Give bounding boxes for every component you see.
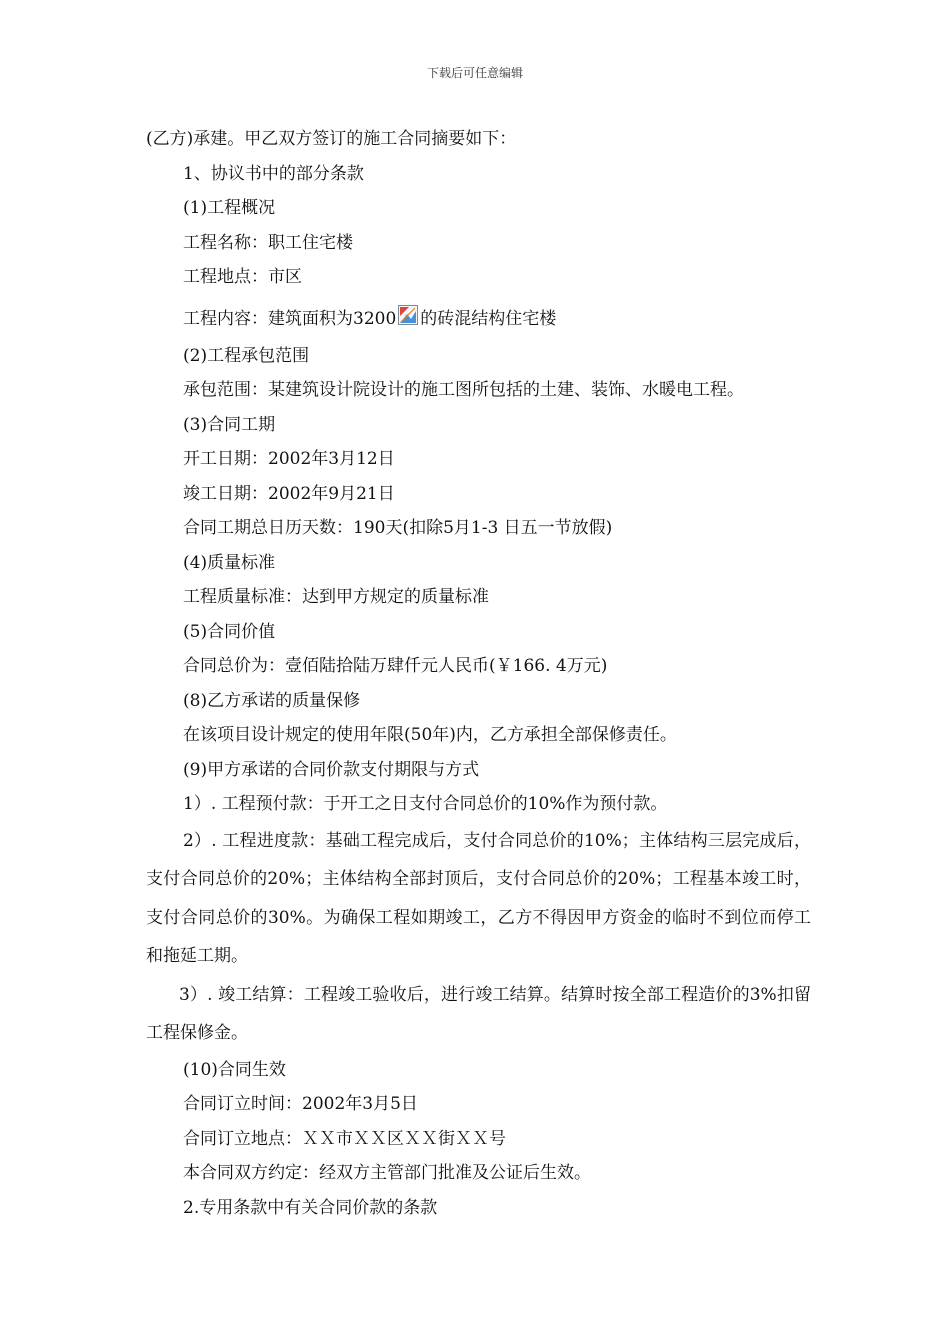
signing-time: 合同订立时间：2002年3月5日: [183, 1094, 418, 1114]
clause-4-heading: (4)质量标准: [183, 552, 276, 573]
project-name: 工程名称：职工住宅楼: [183, 232, 353, 253]
effectiveness-agreement: 本合同双方约定：经双方主管部门批准及公证后生效。: [183, 1163, 591, 1183]
project-content-part-1: 工程内容：建筑面积为3200: [183, 308, 397, 329]
contract-scope: 承包范围：某建筑设计院设计的施工图所包括的土建、装饰、水暖电工程。: [183, 380, 744, 400]
contract-total-price: 合同总价为：壹佰陆拾陆万肆仟元人民币(￥166. 4万元): [183, 656, 608, 676]
intro-line: (乙方)承建。甲乙双方签订的施工合同摘要如下：: [146, 129, 517, 149]
document-body: [146, 122, 811, 1225]
section-1-heading: 1、协议书中的部分条款: [183, 163, 364, 184]
clause-2-heading: (2)工程承包范围: [183, 345, 310, 366]
completion-date: 竣工日期：2002年9月21日: [183, 483, 395, 504]
advance-payment: 1）. 工程预付款：于开工之日支付合同总价的10%作为预付款。: [183, 794, 668, 814]
clause-1-heading: (1)工程概况: [183, 198, 276, 218]
project-location: 工程地点：市区: [183, 267, 302, 287]
clause-9-heading: (9)甲方承诺的合同价款支付期限与方式: [183, 759, 480, 780]
start-date: 开工日期：2002年3月12日: [183, 449, 395, 469]
project-content-part-2: 的砖混结构住宅楼: [420, 308, 557, 329]
signing-location: 合同订立地点：ＸＸ市ＸＸ区ＸＸ街ＸＸ号: [183, 1128, 506, 1149]
completion-settlement: 3）. 竣工结算：工程竣工验收后，进行竣工结算。结算时按全部工程造价的3%扣留工程保修金。: [146, 984, 811, 1043]
clause-5-heading: (5)合同价值: [183, 621, 276, 642]
project-content: [146, 299, 811, 339]
clause-10-heading: (10)合同生效: [183, 1059, 286, 1080]
clause-3-heading: (3)合同工期: [183, 414, 276, 435]
quality-standard: 工程质量标准：达到甲方规定的质量标准: [183, 587, 489, 607]
warranty-terms: 在该项目设计规定的使用年限(50年)内，乙方承担全部保修责任。: [183, 725, 677, 745]
clause-8-heading: (8)乙方承诺的质量保修: [183, 690, 361, 711]
section-2-heading: 2.专用条款中有关合同价款的条款: [183, 1197, 438, 1218]
broken-image-icon: [398, 300, 418, 320]
total-calendar-days: 合同工期总日历天数：190天(扣除5月1-3 日五一节放假): [183, 518, 613, 538]
page-header: 下载后可任意编辑: [426, 66, 523, 80]
progress-payment: 2）. 工程进度款：基础工程完成后，支付合同总价的10%；主体结构三层完成后，支付合同总价的20%；主体结构全部封顶后，支付合同总价的20%；工程基本竣工时，支付合同总价的30%。为确保工程如期竣工，乙方不得因甲方资金的临时不到位而停工和拖延工期。: [146, 830, 811, 966]
